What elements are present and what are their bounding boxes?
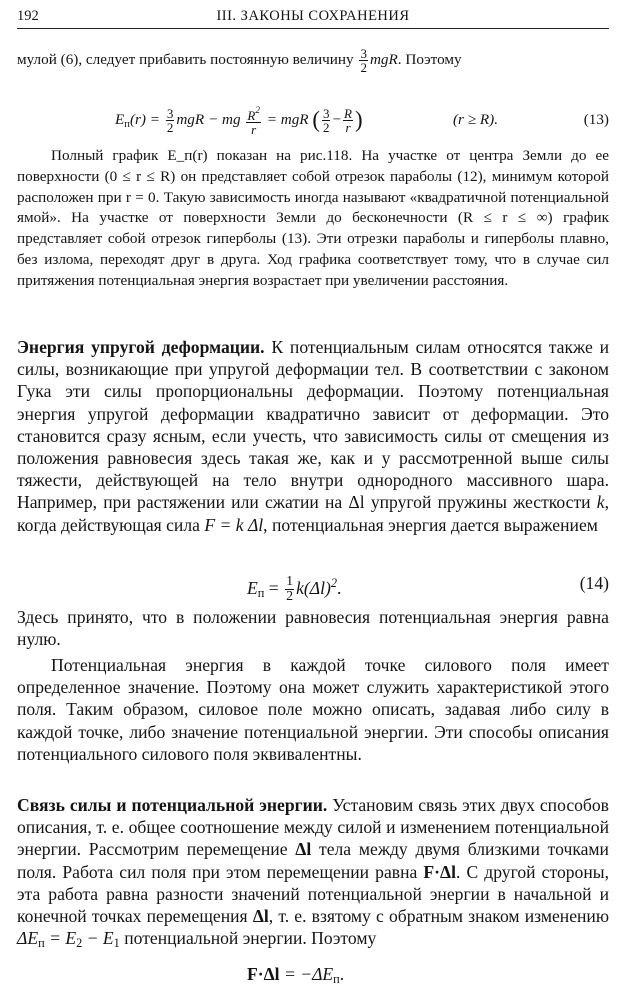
- equation-14-formula: $E_п$ = $\frac{1}{2}$ $k(\Delta l)^2$.: [247, 574, 342, 605]
- page-header: [17, 6, 609, 29]
- equation-13-condition: (r ≥ R).: [453, 111, 499, 128]
- page-number: 192: [17, 8, 39, 24]
- field-paragraph: Потенциальная энергия в каждой точке силового поля имеет определенное значение. Поэтому она может служить характеристикой этого поля. Таким образом, силовое поле можно описать, задавая либо силу в каждой точке, либо значение потенциальной энергии. Эти способы описания потенциального силового поля эквивалентны.: [17, 655, 609, 764]
- equation-13: [17, 98, 609, 142]
- equation-13-number: (13): [583, 111, 609, 128]
- equation-force-energy: [17, 958, 609, 990]
- graph-paragraph: Полный график E_п(r) показан на рис.118. На участке от центра Земли до ее поверхности (0 ≤ r ≤ R) он представляет собой отрезок параболы (12), минимум которой расположен при r = 0. Такую зависимость иногда называют «квадратичной потенциальной ямой». На участке от поверхности Земли до бесконечности (R ≤ r ≤ ∞) график представляет собой отрезок гиперболы (13). Эти отрезки параболы и гиперболы плавно, без излома, переходят друг в друга. Ход графика соответствует тому, что в случае сил притяжения потенциальная энергия возрастает при увеличении расстояния.: [17, 147, 609, 289]
- running-title: III. ЗАКОНЫ СОХРАНЕНИЯ: [216, 8, 410, 24]
- zero-paragraph: Здесь принято, что в положении равновесия потенциальная энергия равна нулю.: [17, 607, 609, 650]
- intro-paragraph: мулой (6), следует прибавить постоянную величину $\frac{3}{2}$ mgR. Поэтому: [17, 46, 462, 76]
- elastic-section-heading: Энергия упругой деформации.: [17, 337, 265, 357]
- equation-14: [17, 560, 609, 606]
- equation-force-energy-formula: $F\cdot\Delta l = -\Delta E_п$.: [247, 964, 345, 986]
- constant-fraction: $\frac{3}{2}$: [360, 46, 367, 76]
- elastic-section-paragraph: Энергия упругой деформации. К потенциальным силам относятся также и силы, возникающие при упругой деформации тел. В соответствии с законом Гука эти силы пропорциональны деформации. Поэтому потенциальная энергия упругой деформации квадратично зависит от деформации. Это становится сразу ясным, если учесть, что зависимость силы от смещения из положения равновесия здесь такая же, как и у рассмотренной выше силы тяжести, действующей на тело внутри однородного массивного шара. Например, при растяжении или сжатии на Δl упругой пружины жесткости k, когда действующая сила F = k Δl, потенциальная энергия дается выражением: [17, 337, 609, 535]
- equation-14-number: (14): [579, 573, 609, 593]
- relation-section-heading: Связь силы и потенциальной энергии.: [17, 795, 328, 815]
- equation-13-formula: $E_п(r)$ = $\frac{3}{2}$ mgR − mg $\frac{R^2}{r}$ = mgR ( $\frac{3}{2}$ − $\frac{R}{r}$ ): [115, 104, 363, 137]
- relation-section-paragraph: Связь силы и потенциальной энергии. Установим связь этих двух способов описания, т. е. общее соотношение между силой и изменением потенциальной энергии. Рассмотрим перемещение Δl тела между двумя близкими точками поля. Работа сил поля при этом перемещении равна F·Δl. С другой стороны, эта работа равна разности значений потенциальной энергии в начальной и конечной точках перемещения Δl, т. е. взятому с обратным знаком изменению $\Delta E_п = E_2 - E_1$ потенциальной энергии. Поэтому: [17, 795, 609, 951]
